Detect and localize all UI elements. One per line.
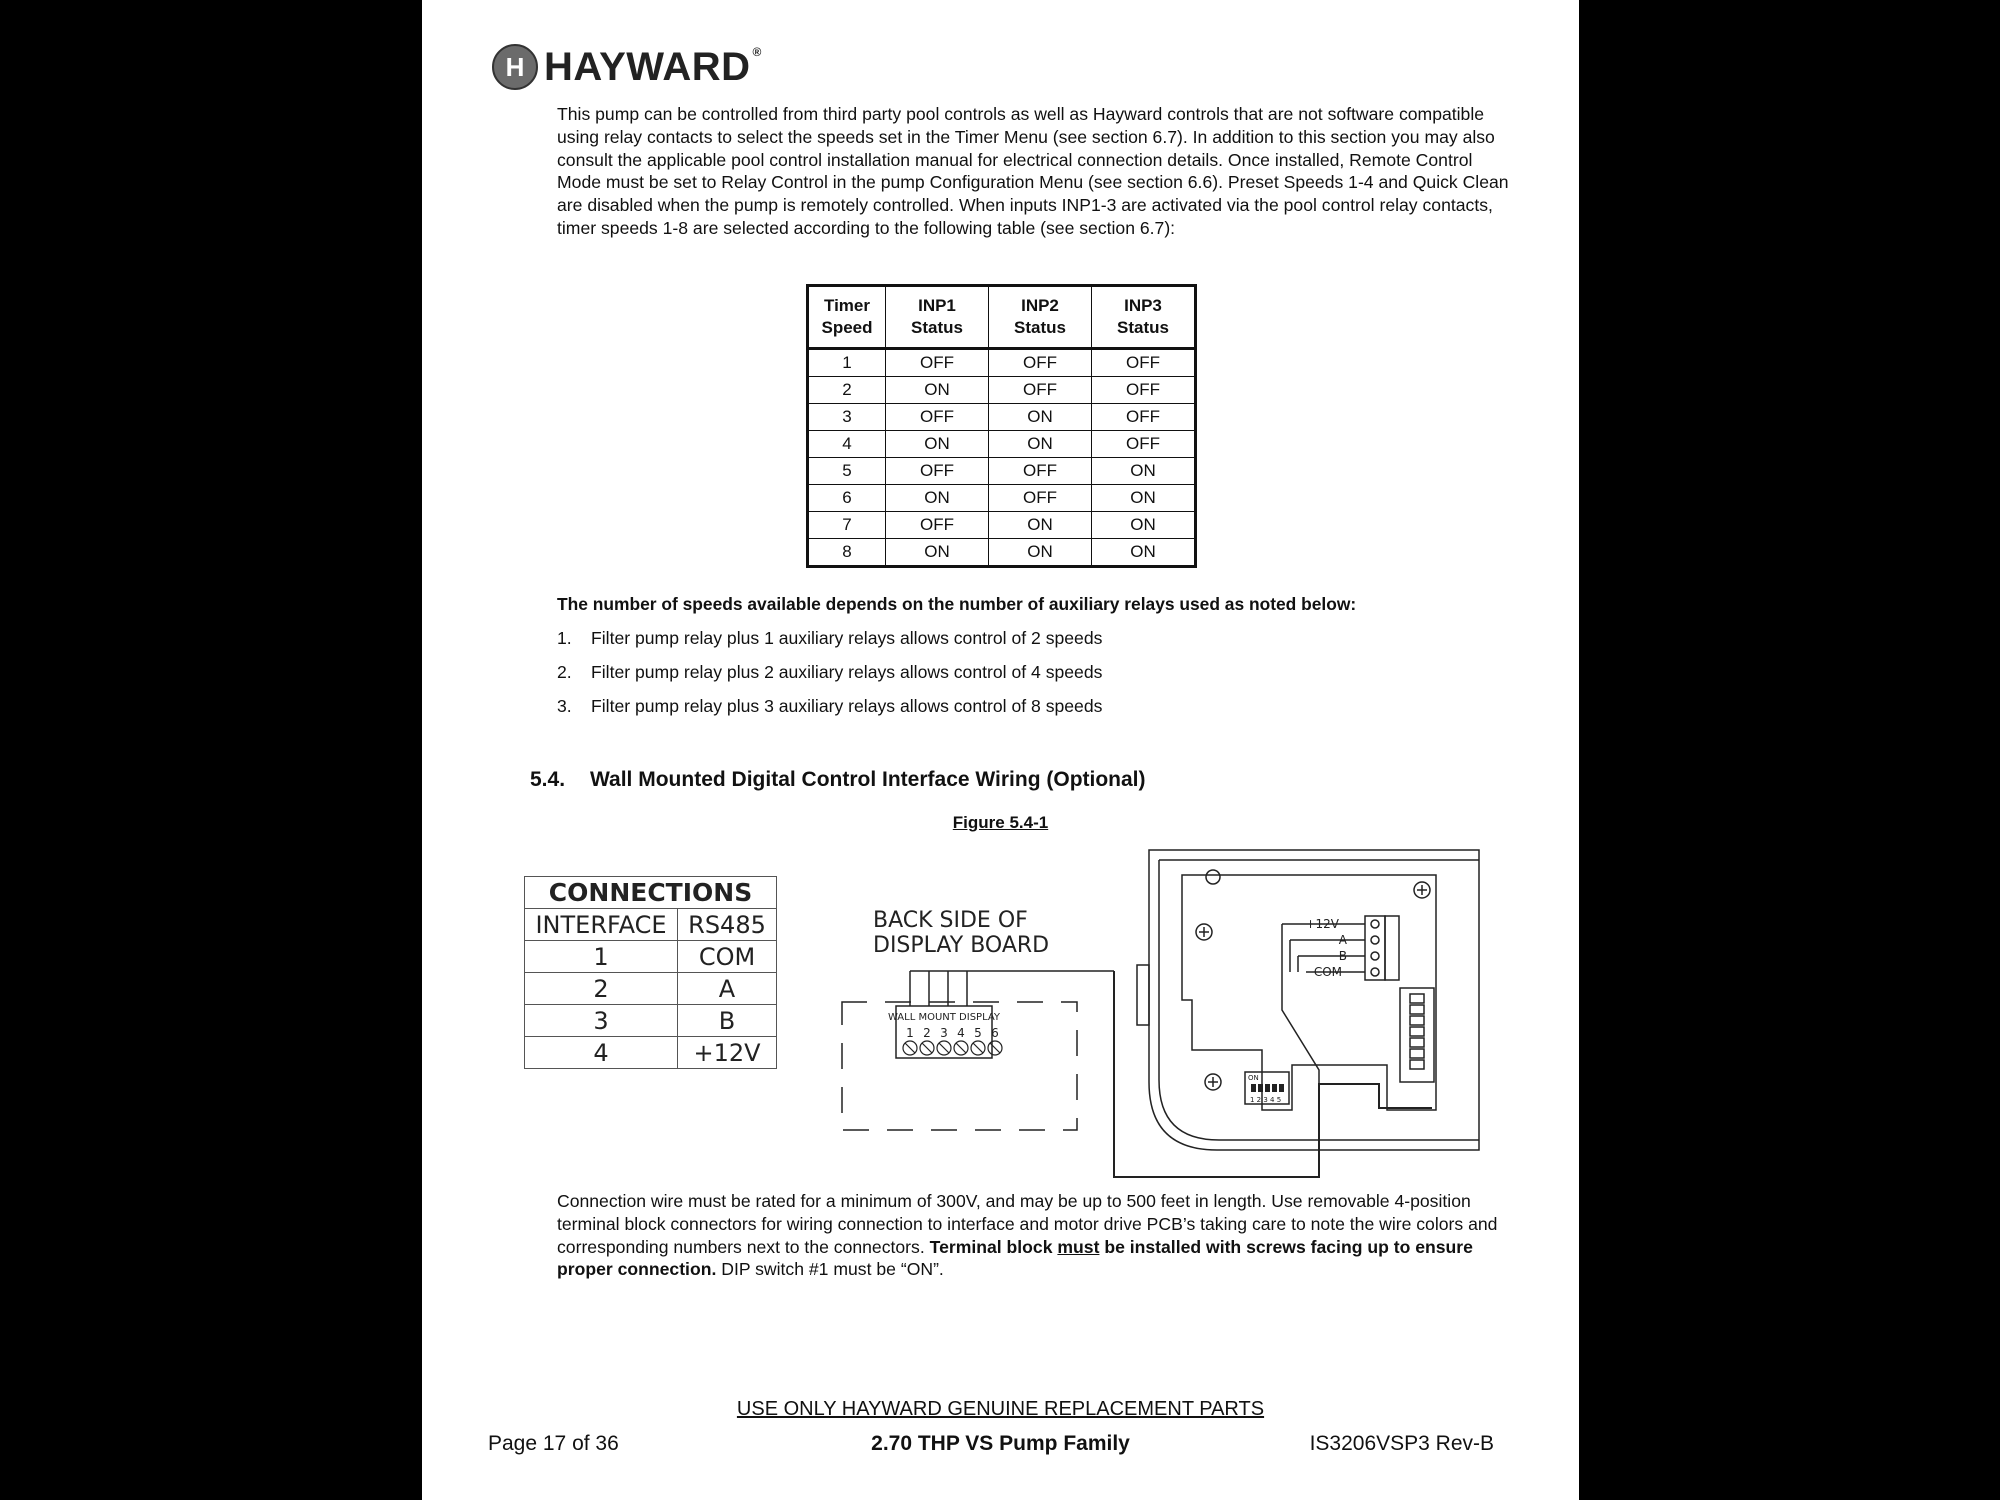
table-row: 5 OFF OFF ON (808, 458, 1196, 485)
terminal-number: 2 (923, 1026, 931, 1040)
dip-on-label: ON (1248, 1074, 1259, 1082)
terminal-number: 5 (974, 1026, 982, 1040)
terminal-number: 4 (957, 1026, 965, 1040)
table-row: 3 OFF ON OFF (808, 404, 1196, 431)
table-row: 4 ON ON OFF (808, 431, 1196, 458)
list-item: 3. Filter pump relay plus 3 auxiliary relays allows control of 8 speeds (557, 696, 1103, 716)
header-inp1-status: INP1 Status (886, 286, 989, 349)
page-number: Page 17 of 36 (488, 1432, 619, 1455)
table-row: 3 B (525, 1005, 777, 1037)
pcb-label-b: B (1338, 949, 1347, 963)
pcb-label-a: A (1338, 933, 1347, 947)
speeds-note: The number of speeds available depends on the number of auxiliary relays used as noted below: (557, 594, 1357, 614)
table-row: 1 OFF OFF OFF (808, 349, 1196, 377)
table-row: 7 OFF ON ON (808, 512, 1196, 539)
table-row: 4 +12V (525, 1037, 777, 1069)
wiring-diagram (422, 840, 1579, 1190)
table-row: 1 COM (525, 941, 777, 973)
list-item: 1. Filter pump relay plus 1 auxiliary relays allows control of 2 speeds (557, 628, 1103, 648)
table-row: 6 ON OFF ON (808, 485, 1196, 512)
table-row: 2 ON OFF OFF (808, 377, 1196, 404)
terminal-number: 1 (906, 1026, 914, 1040)
list-item: 2. Filter pump relay plus 2 auxiliary relays allows control of 4 speeds (557, 662, 1103, 682)
replacement-parts-link[interactable]: USE ONLY HAYWARD GENUINE REPLACEMENT PARTS (736, 1398, 1265, 1420)
product-name: 2.70 THP VS Pump Family (871, 1432, 1130, 1455)
back-side-label-1: BACK SIDE OF (873, 908, 1028, 933)
intro-paragraph: This pump can be controlled from third party pool controls as well as Hayward controls that are not software compatible using relay contacts to select the speeds set in the Timer Menu (see section 6.7). In addition to this section you may also consult the applicable pool control installation manual for electrical connection details. Once installed, Remote Control Mode must be set to Relay Control in the pump Configuration Menu (see section 6.6). Preset Speeds 1-4 and Quick Clean are disabled when the pump is remotely controlled. When inputs INP1-3 are activated via the pool control relay contacts, timer speeds 1-8 are selected according to the following table (see section 6.7): (557, 104, 1509, 238)
pcb-label-12v: +12V (1305, 917, 1339, 931)
wall-mount-label: WALL MOUNT DISPLAY (887, 1012, 1001, 1023)
dip-numbers: 1 2 3 4 5 (1250, 1096, 1282, 1104)
hayward-logo (492, 44, 762, 90)
terminal-number: 6 (991, 1026, 999, 1040)
timer-speed-table (806, 284, 1197, 568)
document-page (422, 0, 1579, 1500)
pcb-label-com: COM (1313, 965, 1342, 979)
table-row: 2 A (525, 973, 777, 1005)
header-inp3-status: INP3 Status (1092, 286, 1196, 349)
header-timer-speed: Timer Speed (808, 286, 886, 349)
wiring-paragraph: Connection wire must be rated for a minimum of 300V, and may be up to 500 feet in length. Use removable 4-position terminal block connectors for wiring connection to interface and motor drive PCB’s taking care to note the wire colors and corresponding numbers next to the connectors. Terminal block must be installed with screws facing up to ensure proper connection. DIP switch #1 must be “ON”. (557, 1191, 1498, 1280)
section-heading: 5.4. Wall Mounted Digital Control Interface Wiring (Optional) (530, 768, 1146, 791)
header-inp2-status: INP2 Status (989, 286, 1092, 349)
connections-table: CONNECTIONS INTERFACE RS485 1 COM 2 A 3 B 4 +12V (524, 876, 777, 1069)
back-side-label-2: DISPLAY BOARD (873, 933, 1050, 958)
terminal-number: 3 (940, 1026, 948, 1040)
hayward-logo-icon: H (492, 44, 538, 90)
table-row: 8 ON ON ON (808, 539, 1196, 567)
figure-caption: Figure 5.4-1 (952, 813, 1049, 832)
logo-wordmark: HAYWARD ® (544, 44, 762, 89)
pcb-enclosure (1149, 850, 1479, 1150)
document-id: IS3206VSP3 Rev-B (1309, 1432, 1494, 1455)
